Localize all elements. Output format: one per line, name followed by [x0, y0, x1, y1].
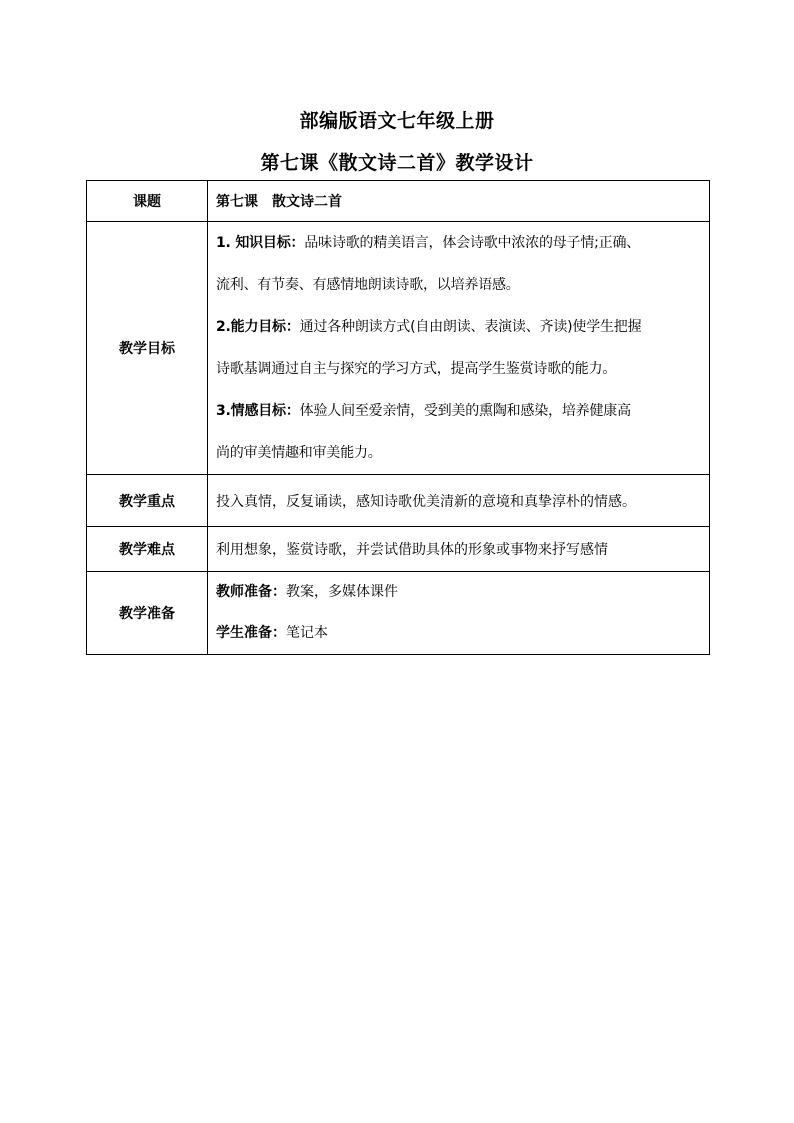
key-points-label: 教学重点 — [87, 475, 208, 527]
difficulties-label: 教学难点 — [87, 527, 208, 572]
goal-3-line-2: 尚的审美情趣和审美能力。 — [216, 445, 382, 461]
goal-2-line-2: 诗歌基调通过自主与探究的学习方式，提高学生鉴赏诗歌的能力。 — [216, 361, 617, 377]
row-difficulties — [87, 527, 710, 572]
key-points-value: 投入真情，反复诵读，感知诗歌优美清新的意境和真挚淳朴的情感。 — [208, 475, 710, 527]
row-topic — [87, 181, 710, 222]
goal-1-text-1: 品味诗歌的精美语言，体会诗歌中浓浓的母子情;正确、 — [304, 235, 641, 251]
topic-value: 第七课 散文诗二首 — [208, 181, 710, 222]
goals-cell — [208, 222, 710, 475]
goal-2-line-1 — [216, 306, 701, 348]
goals-label: 教学目标 — [87, 222, 208, 475]
goal-2-heading: 2.能力目标： — [216, 319, 300, 335]
row-preparation — [87, 572, 710, 655]
student-preparation-heading: 学生准备： — [216, 625, 286, 641]
student-preparation — [216, 613, 701, 654]
goal-3-line-1 — [216, 390, 701, 432]
teacher-preparation — [216, 572, 701, 613]
goal-1-line-1 — [216, 222, 701, 264]
preparation-label: 教学准备 — [87, 572, 208, 655]
goal-3-heading: 3.情感目标： — [216, 403, 300, 419]
teacher-preparation-value: 教案，多媒体课件 — [286, 584, 398, 600]
document-subtitle: 第七课《散文诗二首》教学设计 — [260, 152, 534, 174]
row-goals — [87, 222, 710, 475]
goal-3-text-1: 体验人间至爱亲情，受到美的熏陶和感染，培养健康高 — [299, 403, 631, 419]
preparation-cell — [208, 572, 710, 655]
difficulties-value: 利用想象，鉴赏诗歌，并尝试借助具体的形象或事物来抒写感情 — [208, 527, 710, 572]
topic-label: 课题 — [87, 181, 208, 222]
goal-2-text-1: 通过各种朗读方式(自由朗读、表演读、齐读)使学生把握 — [299, 319, 642, 335]
row-key-points — [87, 475, 710, 527]
student-preparation-value: 笔记本 — [286, 625, 328, 641]
lesson-plan-table — [86, 180, 710, 655]
goal-1-heading: 1. 知识目标： — [216, 235, 305, 251]
goal-1-line-2: 流利、有节奏、有感情地朗读诗歌，以培养语感。 — [216, 277, 520, 293]
document-title: 部编版语文七年级上册 — [299, 110, 495, 132]
teacher-preparation-heading: 教师准备： — [216, 584, 286, 600]
